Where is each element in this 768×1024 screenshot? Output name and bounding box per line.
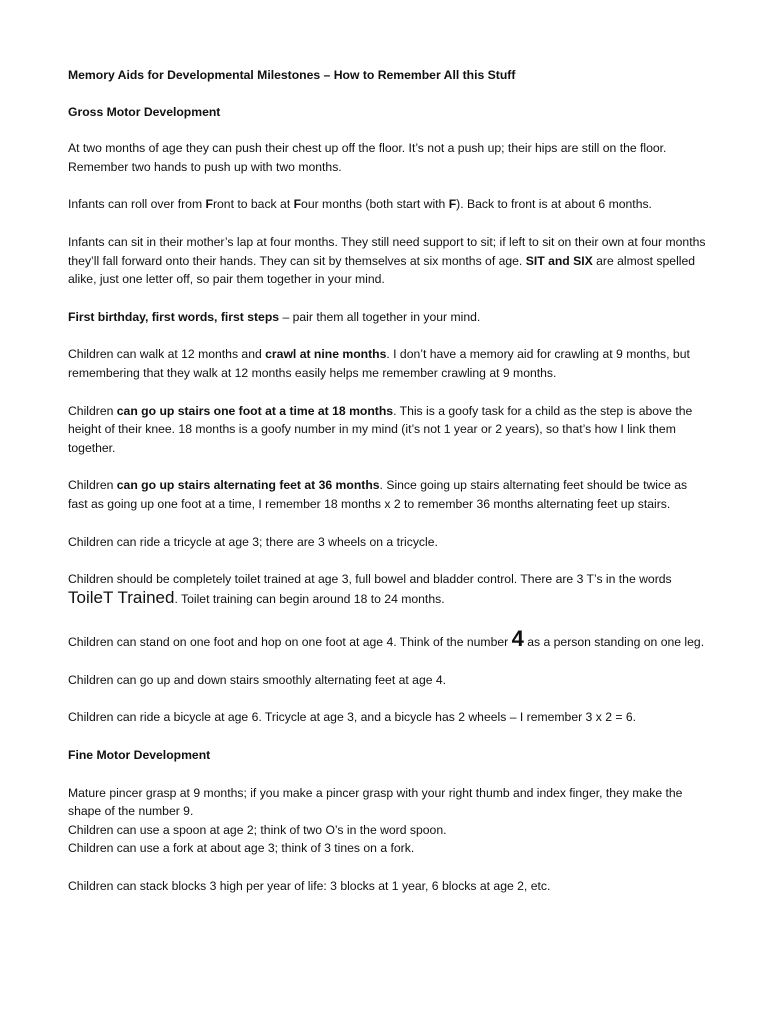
text-run: Children <box>68 403 117 418</box>
section-heading-fine-motor: Fine Motor Development <box>68 748 211 763</box>
text-run: ). Back to front is at about 6 months. <box>456 197 652 212</box>
text-run: . Since going up stairs alternating feet should be twice as fast as going up one foot at a time, I remember 18 months x 2 to remember 36 months alternating feet up stairs. <box>68 478 688 511</box>
bold-phrase: SIT and SIX <box>525 253 593 268</box>
text-run: Children can stand on one foot and hop on one foot at age 4. Think of the number <box>68 635 512 650</box>
text-run: Infants can roll over from <box>68 197 206 212</box>
text-run: as a person standing on one leg. <box>523 635 705 650</box>
bold-phrase: can go up stairs one foot at a time at 18 months <box>116 403 394 418</box>
document-page <box>68 66 708 896</box>
bold-letter: F <box>448 197 457 212</box>
paragraph-sitting <box>68 233 708 289</box>
paragraph-one-foot <box>68 626 708 652</box>
text-run: Children should be completely toilet trained at age 3, full bowel and bladder control. There are 3 T’s in the words <box>68 572 672 587</box>
paragraph-roll-over <box>68 195 708 214</box>
text-run: Children can walk at 12 months and <box>68 347 266 362</box>
paragraph-blocks: Children can stack blocks 3 high per year of life: 3 blocks at 1 year, 6 blocks at age 2, etc. <box>68 879 551 894</box>
large-phrase: ToileT Trained <box>68 587 175 607</box>
bold-letter: F <box>205 197 213 212</box>
paragraph-tricycle: Children can ride a tricycle at age 3; there are 3 wheels on a tricycle. <box>68 534 438 549</box>
paragraph-first-birthday <box>68 308 708 327</box>
text-run: ront to back at <box>212 197 294 212</box>
bold-letter: F <box>293 197 302 212</box>
bold-phrase: can go up stairs alternating feet at 36 months <box>116 478 380 493</box>
paragraph-stairs-18-months <box>68 402 708 458</box>
text-run: . I don’t have a memory aid for crawling at 9 months, but remembering that they walk at 12 months easily helps me remember crawling at 9 months. <box>68 347 690 380</box>
paragraph-toilet-trained <box>68 570 708 608</box>
document-title: Memory Aids for Developmental Milestones – How to Remember All this Stuff <box>68 68 516 82</box>
paragraph-two-months: At two months of age they can push their chest up off the floor. It’s not a push up; their hips are still on the floor. Remember two hands to push up with two months. <box>68 141 667 174</box>
paragraph-pincer-grasp: Mature pincer grasp at 9 months; if you make a pincer grasp with your right thumb and index finger, they make the shape of the number 9. <box>68 785 683 819</box>
text-run: – pair them all together in your mind. <box>279 309 481 324</box>
large-number-four: 4 <box>511 626 524 652</box>
bold-phrase: First birthday, first words, first steps <box>68 309 280 324</box>
bold-phrase: crawl at nine months <box>265 347 387 362</box>
paragraph-bicycle: Children can ride a bicycle at age 6. Tricycle at age 3, and a bicycle has 2 wheels – I remember 3 x 2 = 6. <box>68 710 637 725</box>
text-run: . This is a goofy task for a child as the step is above the height of their knee. 18 months is a goofy number in my mind (it’s not 1 year or 2 years), so that’s how I link them together. <box>68 403 693 455</box>
text-run: our months (both start with <box>301 197 449 212</box>
section-heading-gross-motor: Gross Motor Development <box>68 104 221 119</box>
text-run: Children <box>68 478 117 493</box>
paragraph-walk-crawl <box>68 345 708 382</box>
text-run: are almost spelled alike, just one letter off, so pair them together in your mind. <box>68 253 696 287</box>
paragraph-stairs-36-months <box>68 476 708 513</box>
paragraph-stairs-age-4: Children can go up and down stairs smoothly alternating feet at age 4. <box>68 672 447 687</box>
text-run: Infants can sit in their mother’s lap at four months. They still need support to sit; if left to sit on their own at four months they’ll fall forward onto their hands. They can sit by themselves at six months of age. <box>68 234 706 268</box>
text-run: . Toilet training can begin around 18 to 24 months. <box>174 591 445 606</box>
paragraph-fork: Children can use a fork at about age 3; think of 3 tines on a fork. <box>68 841 415 856</box>
paragraph-spoon: Children can use a spoon at age 2; think of two O’s in the word spoon. <box>68 822 447 837</box>
